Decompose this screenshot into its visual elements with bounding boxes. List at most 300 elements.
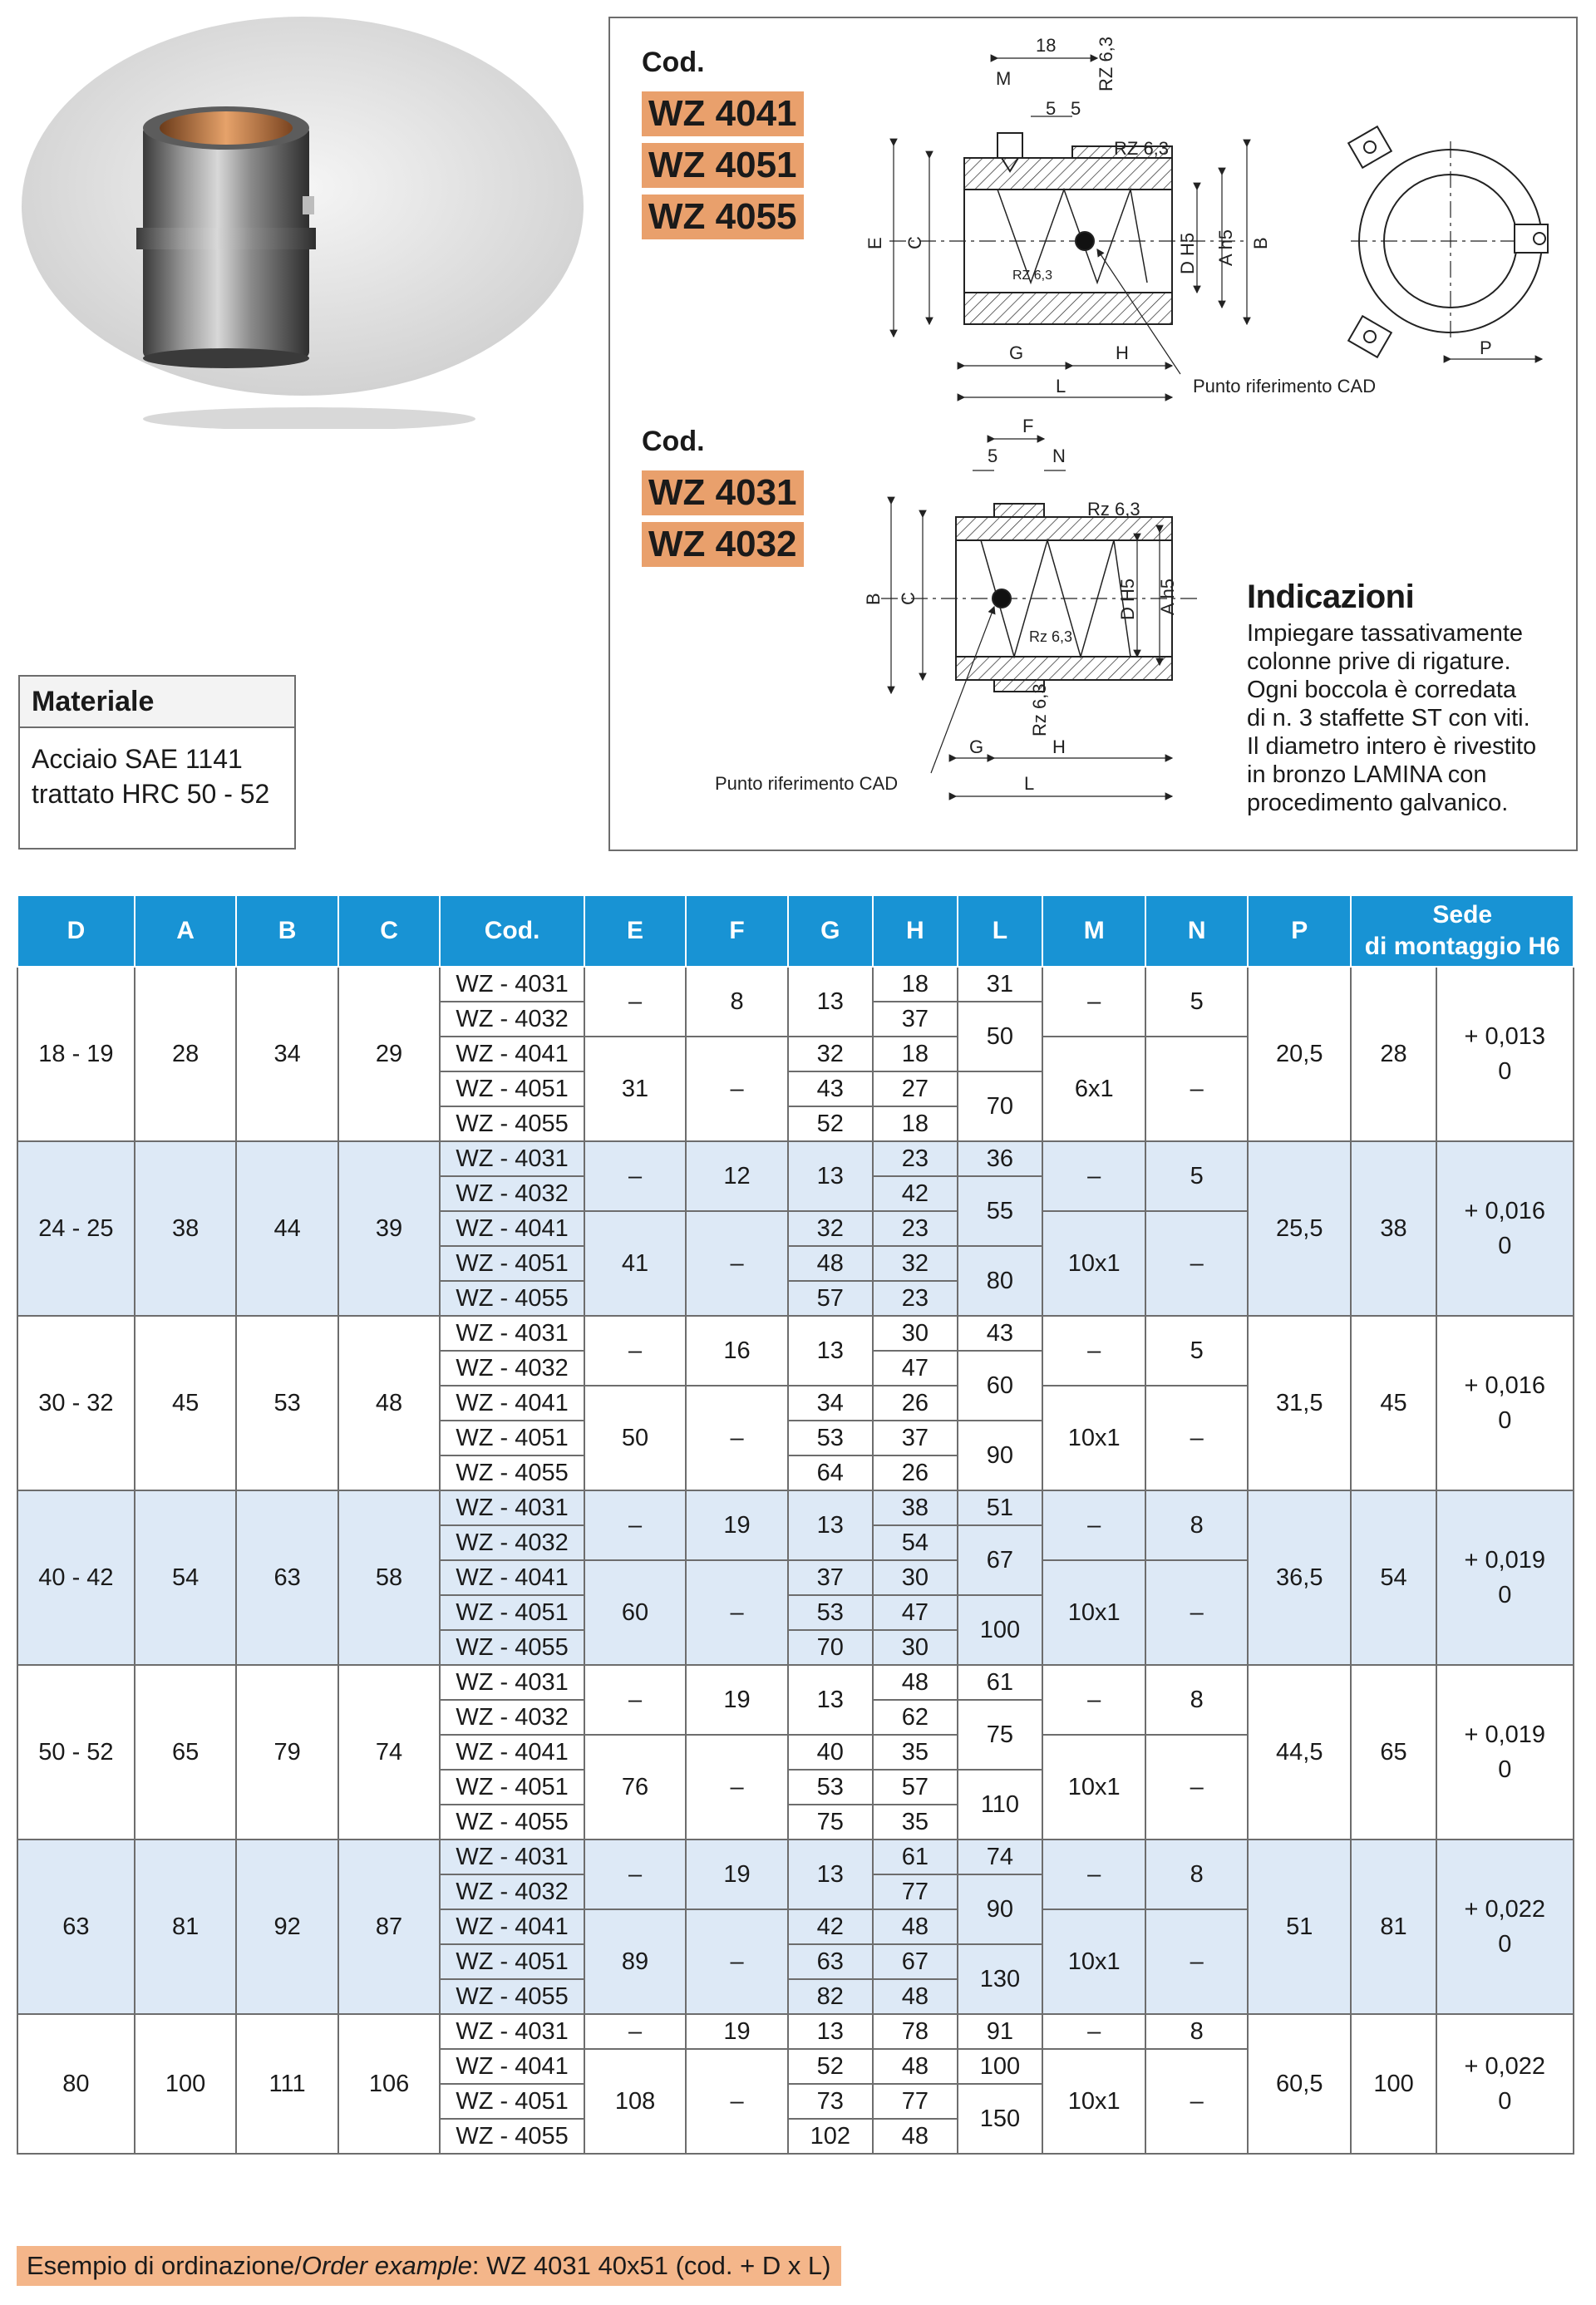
cell-H: 23 xyxy=(873,1211,958,1246)
cell-cod: WZ - 4055 xyxy=(440,1281,584,1316)
cell-cod: WZ - 4051 xyxy=(440,1246,584,1281)
cell-tolerance xyxy=(1436,967,1574,1141)
cell-B: 111 xyxy=(236,2014,337,2154)
tolerance-zero: 0 xyxy=(1498,2088,1512,2115)
cell-D: 50 - 52 xyxy=(17,1665,135,1840)
cell-sede: 81 xyxy=(1351,1840,1436,2014)
code-badge: WZ 4051 xyxy=(642,143,804,188)
cell-H: 23 xyxy=(873,1281,958,1316)
cell-H: 61 xyxy=(873,1840,958,1874)
cell-N: – xyxy=(1145,1386,1247,1490)
cell-cod: WZ - 4031 xyxy=(440,967,584,1002)
ring-side-view xyxy=(1348,126,1550,359)
cod-label-bottom: Cod. xyxy=(642,426,705,457)
cell-N: 5 xyxy=(1145,1141,1247,1211)
cell-cod: WZ - 4051 xyxy=(440,1944,584,1979)
cell-cod: WZ - 4055 xyxy=(440,1630,584,1665)
cell-M: – xyxy=(1042,1141,1146,1211)
cell-tolerance xyxy=(1436,1490,1574,1665)
tolerance-zero: 0 xyxy=(1498,1233,1512,1259)
cell-L: 43 xyxy=(958,1316,1042,1351)
cell-cod: WZ - 4031 xyxy=(440,1490,584,1525)
cell-tolerance xyxy=(1436,1141,1574,1316)
cell-cod: WZ - 4041 xyxy=(440,1386,584,1421)
svg-text:D H5: D H5 xyxy=(1177,232,1198,274)
cod-label-top: Cod. xyxy=(642,47,705,78)
cell-cod: WZ - 4055 xyxy=(440,1106,584,1141)
cell-M: 10x1 xyxy=(1042,1560,1146,1665)
cell-B: 63 xyxy=(236,1490,337,1665)
svg-text:RZ 6,3: RZ 6,3 xyxy=(1114,138,1170,159)
cell-G: 53 xyxy=(788,1770,873,1805)
cell-F: 8 xyxy=(686,967,787,1037)
material-title: Materiale xyxy=(20,677,294,728)
col-header: H xyxy=(873,895,958,967)
cell-L: 90 xyxy=(958,1421,1042,1490)
cell-H: 27 xyxy=(873,1071,958,1106)
cell-M: – xyxy=(1042,1316,1146,1386)
cell-cod: WZ - 4051 xyxy=(440,1595,584,1630)
cell-N: – xyxy=(1145,1037,1247,1141)
cell-M: – xyxy=(1042,1665,1146,1735)
cell-F: – xyxy=(686,1386,787,1490)
cell-L: 74 xyxy=(958,1840,1042,1874)
cell-cod: WZ - 4041 xyxy=(440,1560,584,1595)
cell-L: 50 xyxy=(958,1002,1042,1071)
cell-H: 77 xyxy=(873,2084,958,2119)
cell-F: – xyxy=(686,2049,787,2154)
cell-N: – xyxy=(1145,2049,1247,2154)
code-badge: WZ 4055 xyxy=(642,195,804,239)
col-header-sede xyxy=(1351,895,1574,967)
cell-H: 48 xyxy=(873,1909,958,1944)
svg-text:H: H xyxy=(1116,342,1129,363)
cell-M: – xyxy=(1042,2014,1146,2049)
svg-text:5: 5 xyxy=(1046,98,1057,119)
table-row xyxy=(17,1316,1574,1351)
cell-G: 13 xyxy=(788,967,873,1037)
cell-E: 31 xyxy=(584,1037,686,1141)
order-example xyxy=(17,2246,841,2286)
cell-C: 48 xyxy=(338,1316,440,1490)
svg-text:B: B xyxy=(1250,237,1271,249)
cell-B: 92 xyxy=(236,1840,337,2014)
cell-N: 8 xyxy=(1145,2014,1247,2049)
cell-L: 51 xyxy=(958,1490,1042,1525)
cell-A: 28 xyxy=(135,967,236,1141)
tolerance-plus: + 0,019 xyxy=(1464,1547,1546,1574)
cell-M: 10x1 xyxy=(1042,1211,1146,1316)
cell-G: 75 xyxy=(788,1805,873,1840)
cell-tolerance xyxy=(1436,1840,1574,2014)
cell-L: 55 xyxy=(958,1176,1042,1246)
cell-N: – xyxy=(1145,1211,1247,1316)
cell-D: 24 - 25 xyxy=(17,1141,135,1316)
indicazioni-line: colonne prive di rigature. xyxy=(1247,648,1511,675)
tolerance-zero: 0 xyxy=(1498,1582,1512,1608)
cell-tolerance xyxy=(1436,2014,1574,2154)
cell-cod: WZ - 4032 xyxy=(440,1874,584,1909)
tolerance-plus: + 0,022 xyxy=(1464,2053,1546,2080)
cell-F: 12 xyxy=(686,1141,787,1211)
cell-D: 40 - 42 xyxy=(17,1490,135,1665)
cell-E: – xyxy=(584,1316,686,1386)
cell-cod: WZ - 4032 xyxy=(440,1525,584,1560)
cell-G: 13 xyxy=(788,2014,873,2049)
cell-G: 52 xyxy=(788,2049,873,2084)
cell-A: 38 xyxy=(135,1141,236,1316)
cell-D: 63 xyxy=(17,1840,135,2014)
col-header: Cod. xyxy=(440,895,584,967)
material-line: Acciaio SAE 1141 xyxy=(32,744,243,774)
cell-H: 47 xyxy=(873,1595,958,1630)
cell-G: 53 xyxy=(788,1421,873,1455)
cell-L: 61 xyxy=(958,1665,1042,1700)
cell-H: 30 xyxy=(873,1630,958,1665)
cell-F: – xyxy=(686,1560,787,1665)
cell-H: 38 xyxy=(873,1490,958,1525)
cell-E: 50 xyxy=(584,1386,686,1490)
cell-cod: WZ - 4031 xyxy=(440,1141,584,1176)
svg-text:Rz 6,3: Rz 6,3 xyxy=(1029,628,1073,645)
code-badge: WZ 4032 xyxy=(642,522,804,567)
svg-text:G: G xyxy=(969,736,984,757)
col-header-sede-line: Sede xyxy=(1432,901,1493,928)
cell-C: 29 xyxy=(338,967,440,1141)
col-header: C xyxy=(338,895,440,967)
cell-L: 31 xyxy=(958,967,1042,1002)
svg-text:L: L xyxy=(1056,376,1066,396)
order-suffix: : WZ 4031 40x51 (cod. + D x L) xyxy=(471,2251,831,2280)
cell-G: 52 xyxy=(788,1106,873,1141)
cell-cod: WZ - 4051 xyxy=(440,1071,584,1106)
cell-L: 130 xyxy=(958,1944,1042,2014)
cell-cod: WZ - 4032 xyxy=(440,1700,584,1735)
svg-text:M: M xyxy=(996,68,1012,89)
tolerance-zero: 0 xyxy=(1498,1407,1512,1434)
indicazioni-line: in bronzo LAMINA con xyxy=(1247,761,1487,788)
cell-L: 60 xyxy=(958,1351,1042,1421)
cell-F: 19 xyxy=(686,1665,787,1735)
col-header: M xyxy=(1042,895,1146,967)
cell-E: 41 xyxy=(584,1211,686,1316)
cell-L: 36 xyxy=(958,1141,1042,1176)
cell-L: 75 xyxy=(958,1700,1042,1770)
cell-A: 81 xyxy=(135,1840,236,2014)
cell-F: 19 xyxy=(686,2014,787,2049)
cell-N: 5 xyxy=(1145,967,1247,1037)
indicazioni-text xyxy=(1247,619,1563,817)
cell-P: 31,5 xyxy=(1248,1316,1352,1490)
cell-N: 8 xyxy=(1145,1490,1247,1560)
cell-G: 70 xyxy=(788,1630,873,1665)
cell-C: 87 xyxy=(338,1840,440,2014)
cell-G: 13 xyxy=(788,1490,873,1560)
indicazioni-line: Ogni boccola è corredata xyxy=(1247,677,1517,703)
cell-D: 18 - 19 xyxy=(17,967,135,1141)
cell-B: 53 xyxy=(236,1316,337,1490)
indicazioni-line: di n. 3 staffette ST con viti. xyxy=(1247,705,1530,731)
cell-C: 39 xyxy=(338,1141,440,1316)
dimensions-table xyxy=(17,894,1574,2155)
svg-text:5: 5 xyxy=(988,446,998,466)
svg-text:RZ 6,3: RZ 6,3 xyxy=(1096,36,1116,91)
cell-M: 10x1 xyxy=(1042,2049,1146,2154)
cell-D: 30 - 32 xyxy=(17,1316,135,1490)
cell-H: 18 xyxy=(873,1037,958,1071)
cell-sede: 54 xyxy=(1351,1490,1436,1665)
material-line: trattato HRC 50 - 52 xyxy=(32,779,270,809)
cell-H: 30 xyxy=(873,1560,958,1595)
cell-P: 44,5 xyxy=(1248,1665,1352,1840)
cell-E: 60 xyxy=(584,1560,686,1665)
cell-cod: WZ - 4041 xyxy=(440,1037,584,1071)
col-header: N xyxy=(1145,895,1247,967)
col-header: E xyxy=(584,895,686,967)
cell-P: 36,5 xyxy=(1248,1490,1352,1665)
svg-text:A h5: A h5 xyxy=(1215,229,1236,266)
cell-E: – xyxy=(584,2014,686,2049)
cell-cod: WZ - 4055 xyxy=(440,1455,584,1490)
cell-M: – xyxy=(1042,1840,1146,1909)
cell-G: 32 xyxy=(788,1037,873,1071)
cell-G: 53 xyxy=(788,1595,873,1630)
cell-H: 54 xyxy=(873,1525,958,1560)
tolerance-plus: + 0,016 xyxy=(1464,1372,1546,1399)
cell-C: 58 xyxy=(338,1490,440,1665)
cell-H: 35 xyxy=(873,1805,958,1840)
cell-E: 76 xyxy=(584,1735,686,1840)
cell-H: 23 xyxy=(873,1141,958,1176)
cell-M: 10x1 xyxy=(1042,1386,1146,1490)
svg-text:N: N xyxy=(1052,446,1066,466)
indicazioni-line: Impiegare tassativamente xyxy=(1247,620,1524,647)
cell-L: 100 xyxy=(958,2049,1042,2084)
cell-H: 32 xyxy=(873,1246,958,1281)
svg-text:Punto riferimento CAD: Punto riferimento CAD xyxy=(715,773,899,794)
cell-E: – xyxy=(584,1490,686,1560)
cell-H: 57 xyxy=(873,1770,958,1805)
cell-G: 42 xyxy=(788,1909,873,1944)
cell-G: 73 xyxy=(788,2084,873,2119)
cell-cod: WZ - 4031 xyxy=(440,1840,584,1874)
cell-H: 48 xyxy=(873,1979,958,2014)
cell-cod: WZ - 4032 xyxy=(440,1002,584,1037)
tolerance-plus: + 0,016 xyxy=(1464,1198,1546,1224)
svg-text:H: H xyxy=(1052,736,1066,757)
cell-G: 40 xyxy=(788,1735,873,1770)
table-row xyxy=(17,967,1574,1002)
cell-cod: WZ - 4041 xyxy=(440,1909,584,1944)
cell-P: 25,5 xyxy=(1248,1141,1352,1316)
cell-G: 13 xyxy=(788,1840,873,1909)
top-section-drawing xyxy=(889,58,1247,397)
cell-G: 13 xyxy=(788,1665,873,1735)
svg-text:G: G xyxy=(1009,342,1024,363)
cell-A: 100 xyxy=(135,2014,236,2154)
cell-A: 65 xyxy=(135,1665,236,1840)
svg-text:5: 5 xyxy=(1071,98,1081,119)
cell-cod: WZ - 4041 xyxy=(440,1211,584,1246)
svg-text:E: E xyxy=(864,237,885,249)
cell-tolerance xyxy=(1436,1316,1574,1490)
cell-H: 48 xyxy=(873,2049,958,2084)
cell-cod: WZ - 4041 xyxy=(440,1735,584,1770)
tolerance-zero: 0 xyxy=(1498,1931,1512,1958)
cell-L: 90 xyxy=(958,1874,1042,1944)
cell-N: – xyxy=(1145,1560,1247,1665)
cell-G: 57 xyxy=(788,1281,873,1316)
code-badge: WZ 4031 xyxy=(642,470,804,515)
cell-cod: WZ - 4051 xyxy=(440,1770,584,1805)
cell-C: 106 xyxy=(338,2014,440,2154)
svg-text:Rz 6,3: Rz 6,3 xyxy=(1029,683,1050,736)
cell-F: – xyxy=(686,1909,787,2014)
col-header: P xyxy=(1248,895,1352,967)
svg-text:D H5: D H5 xyxy=(1117,578,1138,620)
cell-tolerance xyxy=(1436,1665,1574,1840)
cell-cod: WZ - 4031 xyxy=(440,2014,584,2049)
cell-F: – xyxy=(686,1211,787,1316)
cell-H: 78 xyxy=(873,2014,958,2049)
cell-N: 5 xyxy=(1145,1316,1247,1386)
svg-text:C: C xyxy=(898,592,919,605)
cell-sede: 65 xyxy=(1351,1665,1436,1840)
cell-D: 80 xyxy=(17,2014,135,2154)
cell-N: – xyxy=(1145,1735,1247,1840)
cell-cod: WZ - 4031 xyxy=(440,1316,584,1351)
cell-cod: WZ - 4055 xyxy=(440,1979,584,2014)
cell-E: – xyxy=(584,1141,686,1211)
cell-F: 16 xyxy=(686,1316,787,1386)
cell-H: 37 xyxy=(873,1421,958,1455)
svg-text:C: C xyxy=(904,236,925,249)
cell-L: 110 xyxy=(958,1770,1042,1840)
cell-M: 10x1 xyxy=(1042,1735,1146,1840)
table-row xyxy=(17,1665,1574,1700)
cell-cod: WZ - 4032 xyxy=(440,1351,584,1386)
cell-H: 48 xyxy=(873,1665,958,1700)
cell-G: 43 xyxy=(788,1071,873,1106)
cell-cod: WZ - 4032 xyxy=(440,1176,584,1211)
bottom-section-drawing xyxy=(881,439,1197,796)
cell-cod: WZ - 4031 xyxy=(440,1665,584,1700)
cell-G: 64 xyxy=(788,1455,873,1490)
cell-B: 79 xyxy=(236,1665,337,1840)
cell-sede: 38 xyxy=(1351,1141,1436,1316)
table-row xyxy=(17,1490,1574,1525)
cell-N: 8 xyxy=(1145,1665,1247,1735)
cell-A: 45 xyxy=(135,1316,236,1490)
cell-H: 35 xyxy=(873,1735,958,1770)
cell-G: 102 xyxy=(788,2119,873,2154)
table-row xyxy=(17,1840,1574,1874)
cell-A: 54 xyxy=(135,1490,236,1665)
cell-sede: 45 xyxy=(1351,1316,1436,1490)
cell-G: 34 xyxy=(788,1386,873,1421)
cell-sede: 100 xyxy=(1351,2014,1436,2154)
cell-F: 19 xyxy=(686,1840,787,1909)
svg-text:18: 18 xyxy=(1036,35,1057,56)
cell-H: 18 xyxy=(873,1106,958,1141)
cell-G: 63 xyxy=(788,1944,873,1979)
cell-cod: WZ - 4055 xyxy=(440,1805,584,1840)
cell-cod: WZ - 4041 xyxy=(440,2049,584,2084)
table-row xyxy=(17,1141,1574,1176)
order-prefix: Esempio di ordinazione/ xyxy=(27,2251,302,2280)
col-header: B xyxy=(236,895,337,967)
cell-G: 37 xyxy=(788,1560,873,1595)
tolerance-plus: + 0,022 xyxy=(1464,1896,1546,1923)
cell-H: 48 xyxy=(873,2119,958,2154)
cell-C: 74 xyxy=(338,1665,440,1840)
cell-L: 91 xyxy=(958,2014,1042,2049)
cell-cod: WZ - 4051 xyxy=(440,1421,584,1455)
tolerance-zero: 0 xyxy=(1498,1756,1512,1783)
cell-H: 37 xyxy=(873,1002,958,1037)
cell-E: 89 xyxy=(584,1909,686,2014)
svg-text:L: L xyxy=(1024,773,1035,794)
cell-L: 100 xyxy=(958,1595,1042,1665)
tolerance-zero: 0 xyxy=(1498,1058,1512,1085)
cell-E: – xyxy=(584,967,686,1037)
cell-cod: WZ - 4055 xyxy=(440,2119,584,2154)
cell-G: 13 xyxy=(788,1316,873,1386)
cell-H: 47 xyxy=(873,1351,958,1386)
indicazioni-box xyxy=(1247,579,1563,817)
cell-H: 30 xyxy=(873,1316,958,1351)
cell-P: 51 xyxy=(1248,1840,1352,2014)
cell-E: 108 xyxy=(584,2049,686,2154)
cell-H: 42 xyxy=(873,1176,958,1211)
cell-F: 19 xyxy=(686,1490,787,1560)
col-header-sede-line: di montaggio H6 xyxy=(1364,933,1560,960)
svg-text:Punto riferimento CAD: Punto riferimento CAD xyxy=(1193,376,1377,396)
svg-text:A h5: A h5 xyxy=(1157,578,1178,615)
code-badge: WZ 4041 xyxy=(642,91,804,136)
cell-L: 67 xyxy=(958,1525,1042,1595)
col-header: D xyxy=(17,895,135,967)
tolerance-plus: + 0,019 xyxy=(1464,1721,1546,1748)
indicazioni-line: Il diametro intero è rivestito xyxy=(1247,733,1537,760)
col-header: A xyxy=(135,895,236,967)
cell-G: 82 xyxy=(788,1979,873,2014)
svg-text:F: F xyxy=(1022,416,1034,436)
cell-E: – xyxy=(584,1840,686,1909)
svg-text:RZ 6,3: RZ 6,3 xyxy=(1012,268,1053,283)
cell-H: 77 xyxy=(873,1874,958,1909)
cell-H: 26 xyxy=(873,1386,958,1421)
cell-sede: 28 xyxy=(1351,967,1436,1141)
cell-B: 44 xyxy=(236,1141,337,1316)
indicazioni-line: procedimento galvanico. xyxy=(1247,790,1509,816)
tolerance-plus: + 0,013 xyxy=(1464,1023,1546,1050)
col-header: F xyxy=(686,895,787,967)
dim-P-label: P xyxy=(1480,337,1492,358)
cell-G: 48 xyxy=(788,1246,873,1281)
col-header: G xyxy=(788,895,873,967)
cell-M: 6x1 xyxy=(1042,1037,1146,1141)
cell-P: 60,5 xyxy=(1248,2014,1352,2154)
cell-L: 70 xyxy=(958,1071,1042,1141)
cell-H: 67 xyxy=(873,1944,958,1979)
svg-text:B: B xyxy=(863,593,884,605)
cell-M: – xyxy=(1042,967,1146,1037)
cell-P: 20,5 xyxy=(1248,967,1352,1141)
cell-M: – xyxy=(1042,1490,1146,1560)
cell-cod: WZ - 4051 xyxy=(440,2084,584,2119)
cell-E: – xyxy=(584,1665,686,1735)
